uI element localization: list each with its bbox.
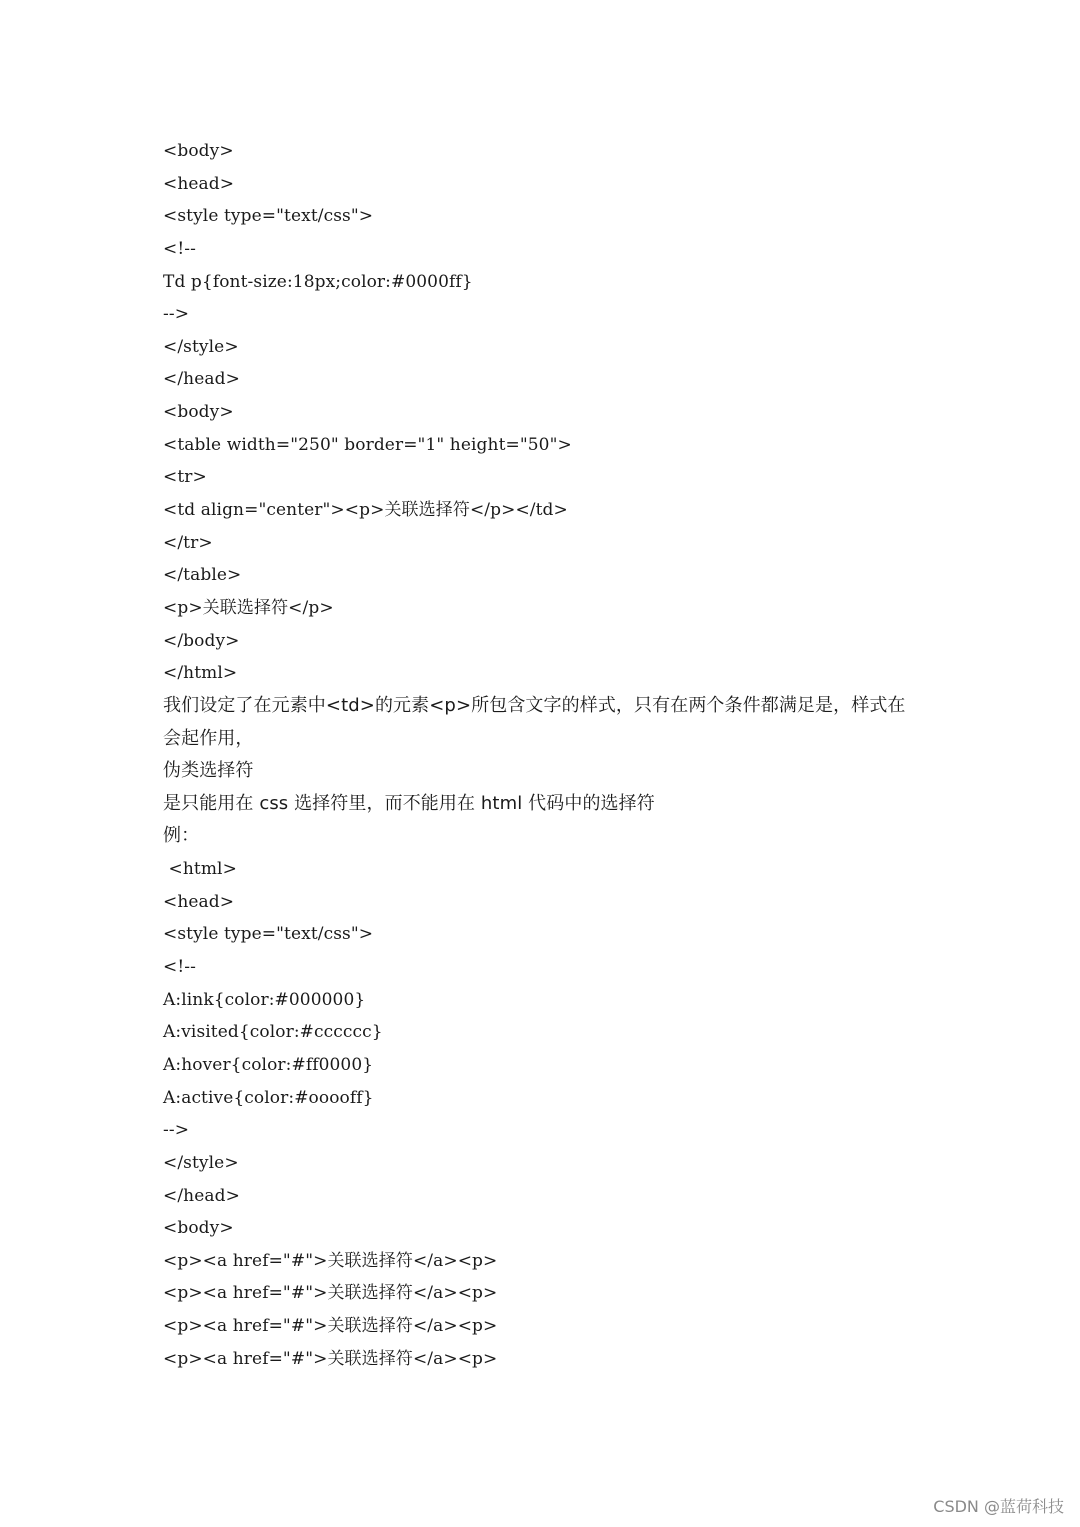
code-line: <body>	[163, 141, 234, 161]
code-line: <p><a href="#">关联选择符</a><p>	[163, 1316, 498, 1337]
paragraph-line: 是只能用在 css 选择符里，而不能用在 html 代码中的选择符	[163, 792, 655, 814]
code-line: <style type="text/css">	[163, 924, 374, 945]
example-label: 例：	[163, 825, 200, 847]
code-line: </style>	[163, 336, 239, 357]
code-line: <head>	[163, 891, 235, 912]
paragraph-line: 会起作用，	[163, 727, 254, 749]
code-line: <p><a href="#">关联选择符</a><p>	[163, 1250, 498, 1271]
document-body	[163, 135, 943, 1375]
code-line: -->	[163, 1120, 190, 1141]
code-line: <style type="text/css">	[163, 206, 374, 227]
code-line: </body>	[163, 630, 240, 651]
code-line: A:hover{color:#ff0000}	[163, 1054, 374, 1075]
code-line: <html>	[163, 859, 237, 880]
watermark: CSDN @蓝荷科技	[933, 1497, 1064, 1516]
code-line: <p><a href="#">关联选择符</a><p>	[163, 1283, 498, 1304]
code-line: <table width="250" border="1" height="50">	[163, 434, 572, 455]
code-line: Td p{font-size:18px;color:#0000ff}	[163, 271, 473, 292]
code-line: A:active{color:#ooooff}	[163, 1087, 374, 1108]
code-line: <p><a href="#">关联选择符</a><p>	[163, 1348, 498, 1369]
code-line: <p>关联选择符</p>	[163, 597, 334, 618]
section-heading: 伪类选择符	[163, 760, 254, 782]
code-line: </table>	[163, 565, 242, 586]
code-line: <body>	[163, 402, 234, 423]
code-line: </head>	[163, 369, 240, 390]
code-line: A:link{color:#000000}	[163, 989, 366, 1010]
code-line: </html>	[163, 663, 238, 684]
code-line: <body>	[163, 1218, 234, 1239]
code-line: </style>	[163, 1152, 239, 1173]
code-line: <tr>	[163, 467, 207, 488]
code-line: <td align="center"><p>关联选择符</p></td>	[163, 500, 568, 521]
code-line: </tr>	[163, 532, 213, 553]
paragraph-line: 我们设定了在元素中<td>的元素<p>所包含文字的样式，只有在两个条件都满足是，样式在	[163, 694, 906, 716]
code-line: A:visited{color:#cccccc}	[163, 1022, 383, 1043]
code-line: <!--	[163, 238, 196, 259]
code-line: <head>	[163, 173, 235, 194]
code-line: -->	[163, 304, 190, 325]
code-line: <!--	[163, 957, 196, 978]
code-line: </head>	[163, 1185, 240, 1206]
